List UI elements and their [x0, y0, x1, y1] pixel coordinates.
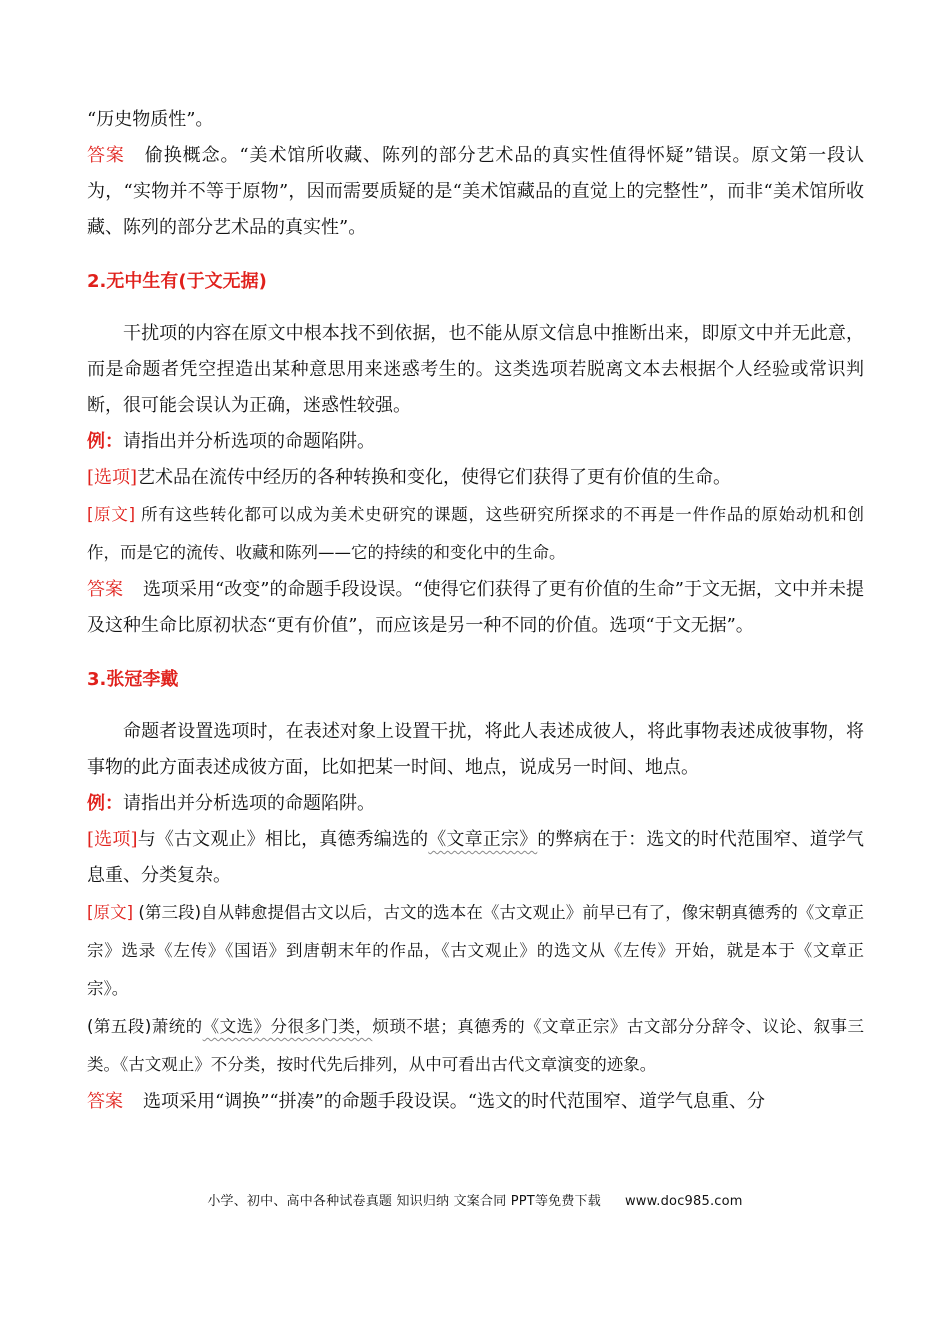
- section2-example: [87, 424, 864, 460]
- answer-label: 答案: [87, 145, 125, 166]
- section3-original: [87, 894, 864, 1008]
- example-text: 请指出并分析选项的命题陷阱。: [123, 431, 375, 452]
- option-label: [选项]: [87, 829, 138, 850]
- section3-option: [87, 822, 864, 894]
- answer-text: 选项采用“调换”“拼凑”的命题手段设误。“选文的时代范围窄、道学气息重、分: [143, 1091, 766, 1112]
- option-text-pre: 与《古文观止》相比，真德秀编选的: [137, 829, 429, 850]
- answer-text: 选项采用“改变”的命题手段设误。“使得它们获得了更有价值的生命”于文无据，文中并未提及这种生命比原初状态“更有价值”，而应该是另一种不同的价值。选项“于文无据”。: [87, 579, 864, 636]
- option-text-post: 的弊病在于：选文的时代范围窄、道学气息重、分类复杂。: [87, 829, 865, 886]
- answer-label: 答案: [87, 1091, 123, 1112]
- top-line: “历史物质性”。: [87, 109, 214, 130]
- section3-example: [87, 786, 864, 822]
- section2-original: [87, 496, 864, 572]
- original-label: [原文]: [87, 903, 134, 922]
- example-label: 例：: [87, 793, 123, 814]
- original-text: (第三段)自从韩愈提倡古文以后，古文的选本在《古文观止》前早已有了，像宋朝真德秀的《文章正宗》选录《左传》《国语》到唐朝末年的作品，《古文观止》的选文从《左传》开始，就是本于《文章正宗》。: [87, 903, 865, 998]
- option-text: 艺术品在流传中经历的各种转换和变化，使得它们获得了更有价值的生命。: [137, 467, 732, 488]
- original2-post: 烦琐不堪；真德秀的《文章正宗》古文部分分辞令、议论、叙事三类。《古文观止》不分类，按时代先后排列，从中可看出古代文章演变的迹象。: [87, 1017, 865, 1074]
- option-label: [选项]: [87, 467, 138, 488]
- section3-answer: [87, 1084, 864, 1120]
- page-footer: [0, 1190, 950, 1209]
- section2-option: [87, 460, 864, 496]
- document-body: [87, 102, 864, 1120]
- example-label: 例：: [87, 431, 123, 452]
- original2-pre: (第五段)萧统的: [87, 1017, 203, 1036]
- section-heading-3: 3.张冠李戴: [87, 669, 179, 690]
- footer-site-link[interactable]: www.doc985.com: [624, 1194, 743, 1209]
- section3-original-2: [87, 1008, 864, 1084]
- original-text: 所有这些转化都可以成为美术史研究的课题，这些研究所探求的不再是一件作品的原始动机和创作，而是它的流传、收藏和陈列——它的持续的和变化中的生命。: [87, 505, 865, 562]
- footer-text: 小学、初中、高中各种试卷真题 知识归纳 文案合同 PPT等免费下载: [207, 1194, 601, 1209]
- section3-intro: 命题者设置选项时，在表述对象上设置干扰，将此人表述成彼人，将此事物表述成彼事物，将事物的此方面表述成彼方面，比如把某一时间、地点，说成另一时间、地点。: [87, 721, 864, 778]
- answer-label: 答案: [87, 579, 124, 600]
- original-label: [原文]: [87, 505, 136, 524]
- section2-intro: 干扰项的内容在原文中根本找不到依据，也不能从原文信息中推断出来，即原文中并无此意，而是命题者凭空捏造出某种意思用来迷惑考生的。这类选项若脱离文本去根据个人经验或常识判断，很可能会误认为正确，迷惑性较强。: [87, 323, 864, 416]
- section2-answer: [87, 572, 864, 644]
- option-text-wavy: 《文章正宗》: [428, 829, 538, 850]
- original2-wavy: 《文选》分很多门类，: [202, 1017, 373, 1036]
- example-text: 请指出并分析选项的命题陷阱。: [123, 793, 375, 814]
- section-heading-2: 2.无中生有(于文无据): [87, 271, 267, 292]
- answer-text: 偷换概念。“美术馆所收藏、陈列的部分艺术品的真实性值得怀疑”错误。原文第一段认为，“实物并不等于原物”，因而需要质疑的是“美术馆藏品的直觉上的完整性”，而非“美术馆所收藏、陈列的部分艺术品的真实性”。: [87, 145, 865, 238]
- answer-paragraph-1: [87, 138, 864, 246]
